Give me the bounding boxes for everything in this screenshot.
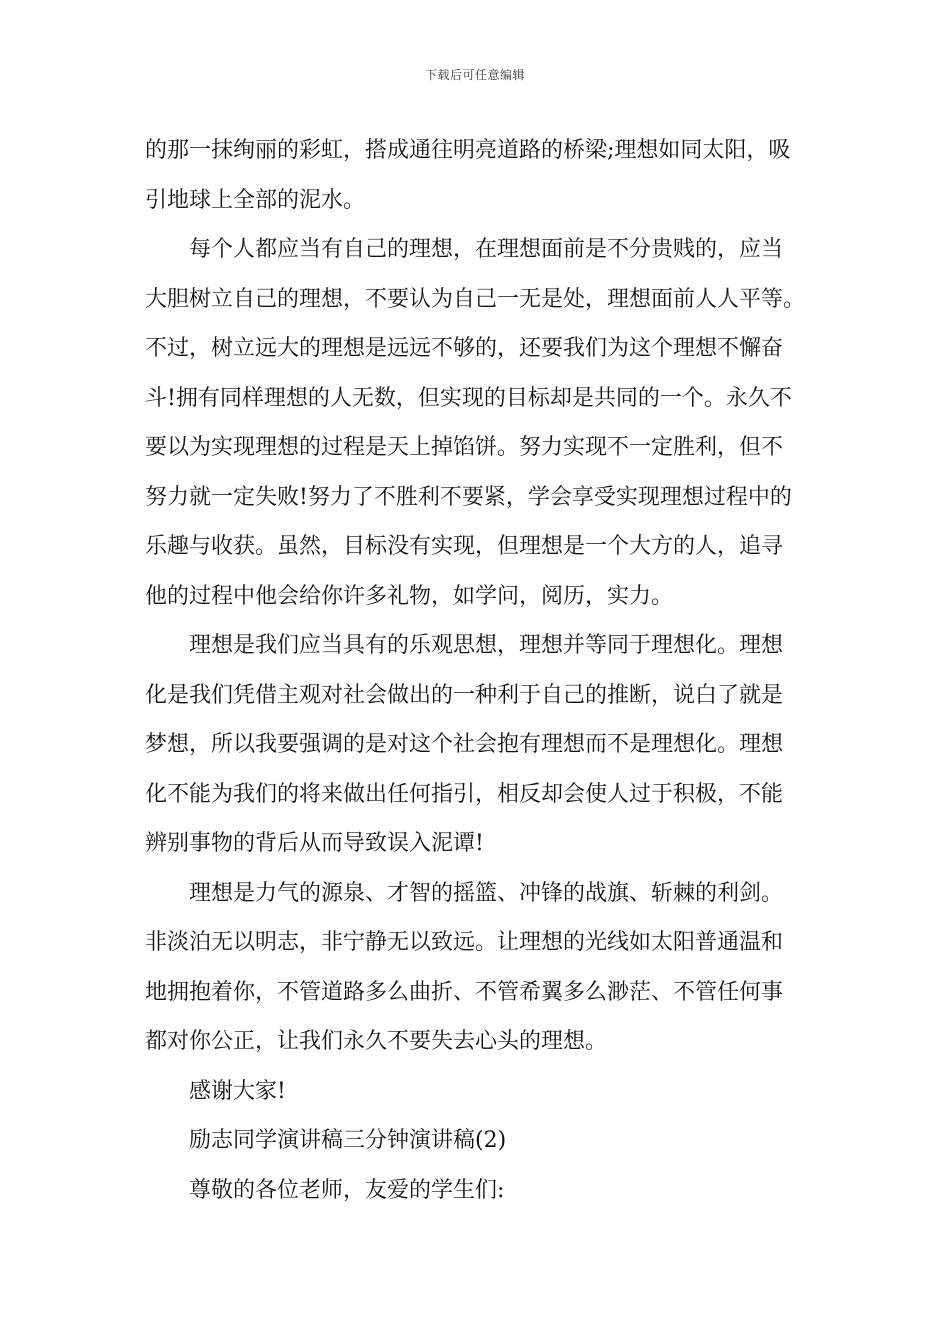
text-line: 的那一抹绚丽的彩虹，搭成通往明亮道路的桥梁;理想如同太阳，吸	[145, 138, 791, 163]
text-line: 努力就一定失败!努力了不胜利不要紧，学会享受实现理想过程中的	[145, 484, 792, 510]
text-line: 梦想，所以我要强调的是对这个社会抱有理想而不是理想化。理想	[145, 732, 784, 757]
text-line: 辨别事物的背后从而导致误入泥谭!	[145, 831, 484, 856]
page-header: 下载后可任意编辑	[424, 68, 525, 82]
text-line: 他的过程中他会给你许多礼物，如学问，阅历，实力。	[145, 583, 674, 609]
paragraph-start-line: 每个人都应当有自己的理想，在理想面前是不分贵贱的，应当	[189, 237, 784, 262]
salutation-line: 尊敬的各位老师，友爱的学生们:	[189, 1177, 505, 1203]
text-line: 大胆树立自己的理想，不要认为自己一无是处，理想面前人人平等。	[145, 286, 806, 312]
paragraph-start-line: 理想是力气的源泉、才智的摇篮、冲锋的战旗、斩棘的利剑。	[189, 880, 784, 906]
document-body	[145, 126, 809, 1215]
closing-thanks-line: 感谢大家!	[189, 1078, 286, 1104]
text-line: 都对你公正，让我们永久不要失去心头的理想。	[145, 1029, 608, 1054]
text-line: 非淡泊无以明志，非宁静无以致远。让理想的光线如太阳普通温和	[145, 930, 784, 955]
text-line: 要以为实现理想的过程是天上掉馅饼。努力实现不一定胜利，但不	[145, 435, 784, 460]
text-line: 不过，树立远大的理想是远远不够的，还要我们为这个理想不懈奋	[145, 336, 784, 361]
section-title-line: 励志同学演讲稿三分钟演讲稿(2)	[189, 1128, 507, 1153]
text-line: 乐趣与收获。虽然，目标没有实现，但理想是一个大方的人，追寻	[145, 534, 784, 559]
text-line: 引地球上全部的泥水。	[145, 187, 366, 213]
text-line: 地拥抱着你，不管道路多么曲折、不管希翼多么渺茫、不管任何事	[145, 979, 784, 1005]
text-line: 斗!拥有同样理想的人无数，但实现的目标却是共同的一个。永久不	[145, 385, 792, 411]
text-line: 化是我们凭借主观对社会做出的一种利于自己的推断，说白了就是	[145, 682, 784, 708]
paragraph-start-line: 理想是我们应当具有的乐观思想，理想并等同于理想化。理想	[189, 633, 784, 658]
text-line: 化不能为我们的将来做出任何指引，相反却会使人过于积极，不能	[145, 781, 784, 807]
